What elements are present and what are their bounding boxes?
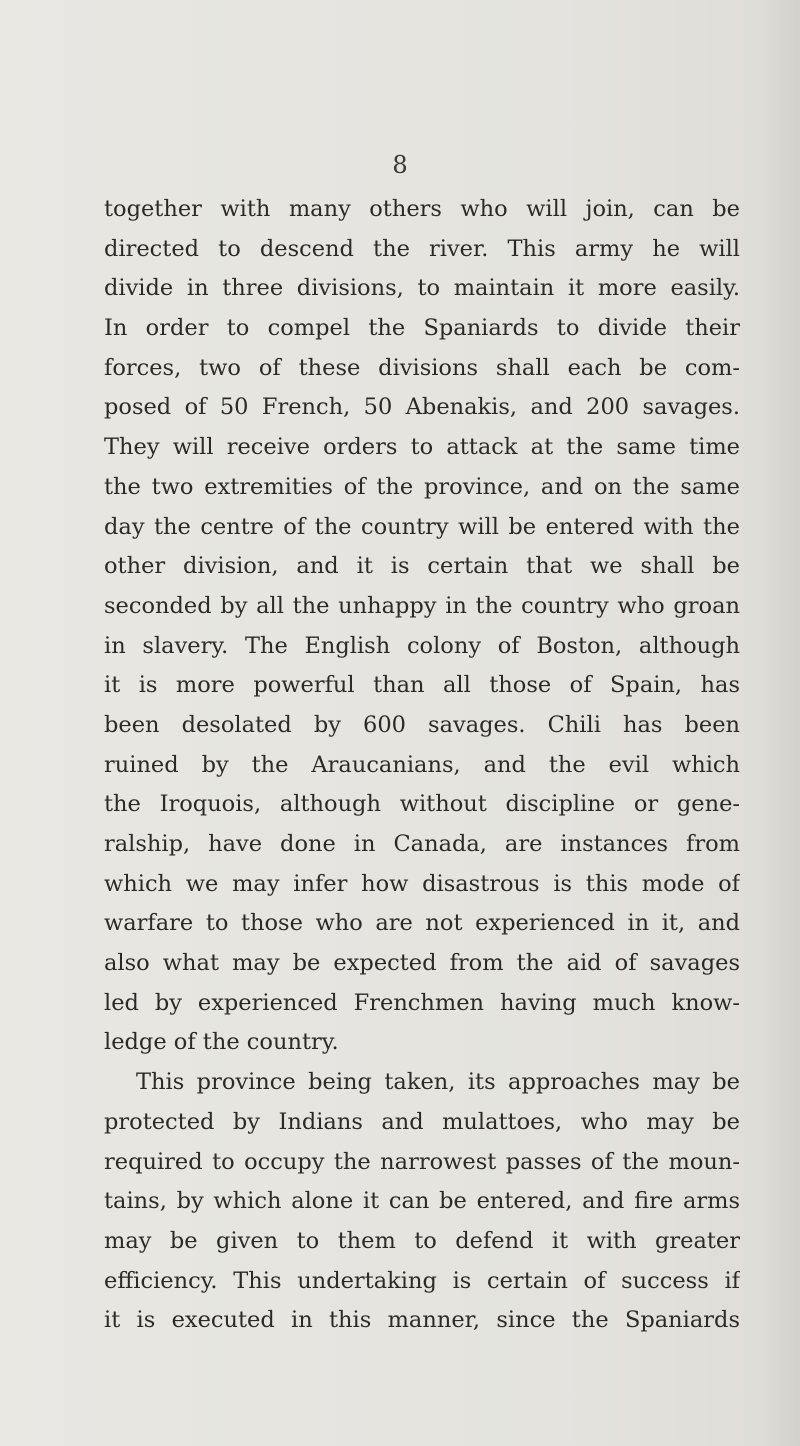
text-line: In order to compel the Spaniards to divide their	[104, 315, 740, 342]
text-line: required to occupy the narrowest passes of the moun-	[104, 1148, 740, 1175]
text-line: the Iroquois, although without discipline or gene-	[104, 791, 740, 818]
text-line: may be given to them to defend it with greater	[104, 1227, 740, 1254]
text-line: efficiency. This undertaking is certain of success if	[104, 1267, 740, 1294]
paragraph-end-line: ledge of the country.	[104, 1029, 339, 1056]
text-line: forces, two of these divisions shall each be com-	[104, 354, 740, 381]
text-line: tains, by which alone it can be entered, and fire arms	[104, 1188, 740, 1215]
text-line: posed of 50 French, 50 Abenakis, and 200 savages.	[104, 394, 740, 421]
text-line: it is more powerful than all those of Spain, has	[104, 672, 740, 699]
text-line: seconded by all the unhappy in the country who groan	[104, 592, 740, 619]
text-line: They will receive orders to attack at the same time	[104, 434, 740, 461]
text-line: led by experienced Frenchmen having much know-	[104, 989, 740, 1016]
text-line: ralship, have done in Canada, are instances from	[104, 831, 740, 857]
text-line: the two extremities of the province, and on the same	[104, 473, 740, 500]
text-line: also what may be expected from the aid of savages	[104, 950, 740, 977]
paragraph-start-line: This province being taken, its approaches may be	[136, 1069, 740, 1096]
text-line: directed to descend the river. This army he will	[104, 235, 740, 262]
text-line: which we may infer how disastrous is this mode of	[104, 870, 740, 897]
body-text	[104, 190, 740, 1341]
page-number: 8	[392, 151, 408, 179]
page-edge-shadow	[760, 0, 800, 1446]
text-line: warfare to those who are not experienced in it, and	[104, 910, 740, 937]
text-line: divide in three divisions, to maintain it more easily.	[104, 275, 740, 302]
text-line: in slavery. The English colony of Boston, although	[104, 632, 740, 659]
text-line: day the centre of the country will be entered with the	[104, 513, 740, 540]
text-line: been desolated by 600 savages. Chili has been	[104, 711, 740, 738]
text-line: other division, and it is certain that we shall be	[104, 553, 740, 580]
text-line: together with many others who will join, can be	[104, 196, 740, 222]
text-line: it is executed in this manner, since the Spaniards	[104, 1307, 740, 1334]
text-line: ruined by the Araucanians, and the evil which	[104, 751, 740, 778]
text-line: protected by Indians and mulattoes, who may be	[104, 1108, 740, 1135]
